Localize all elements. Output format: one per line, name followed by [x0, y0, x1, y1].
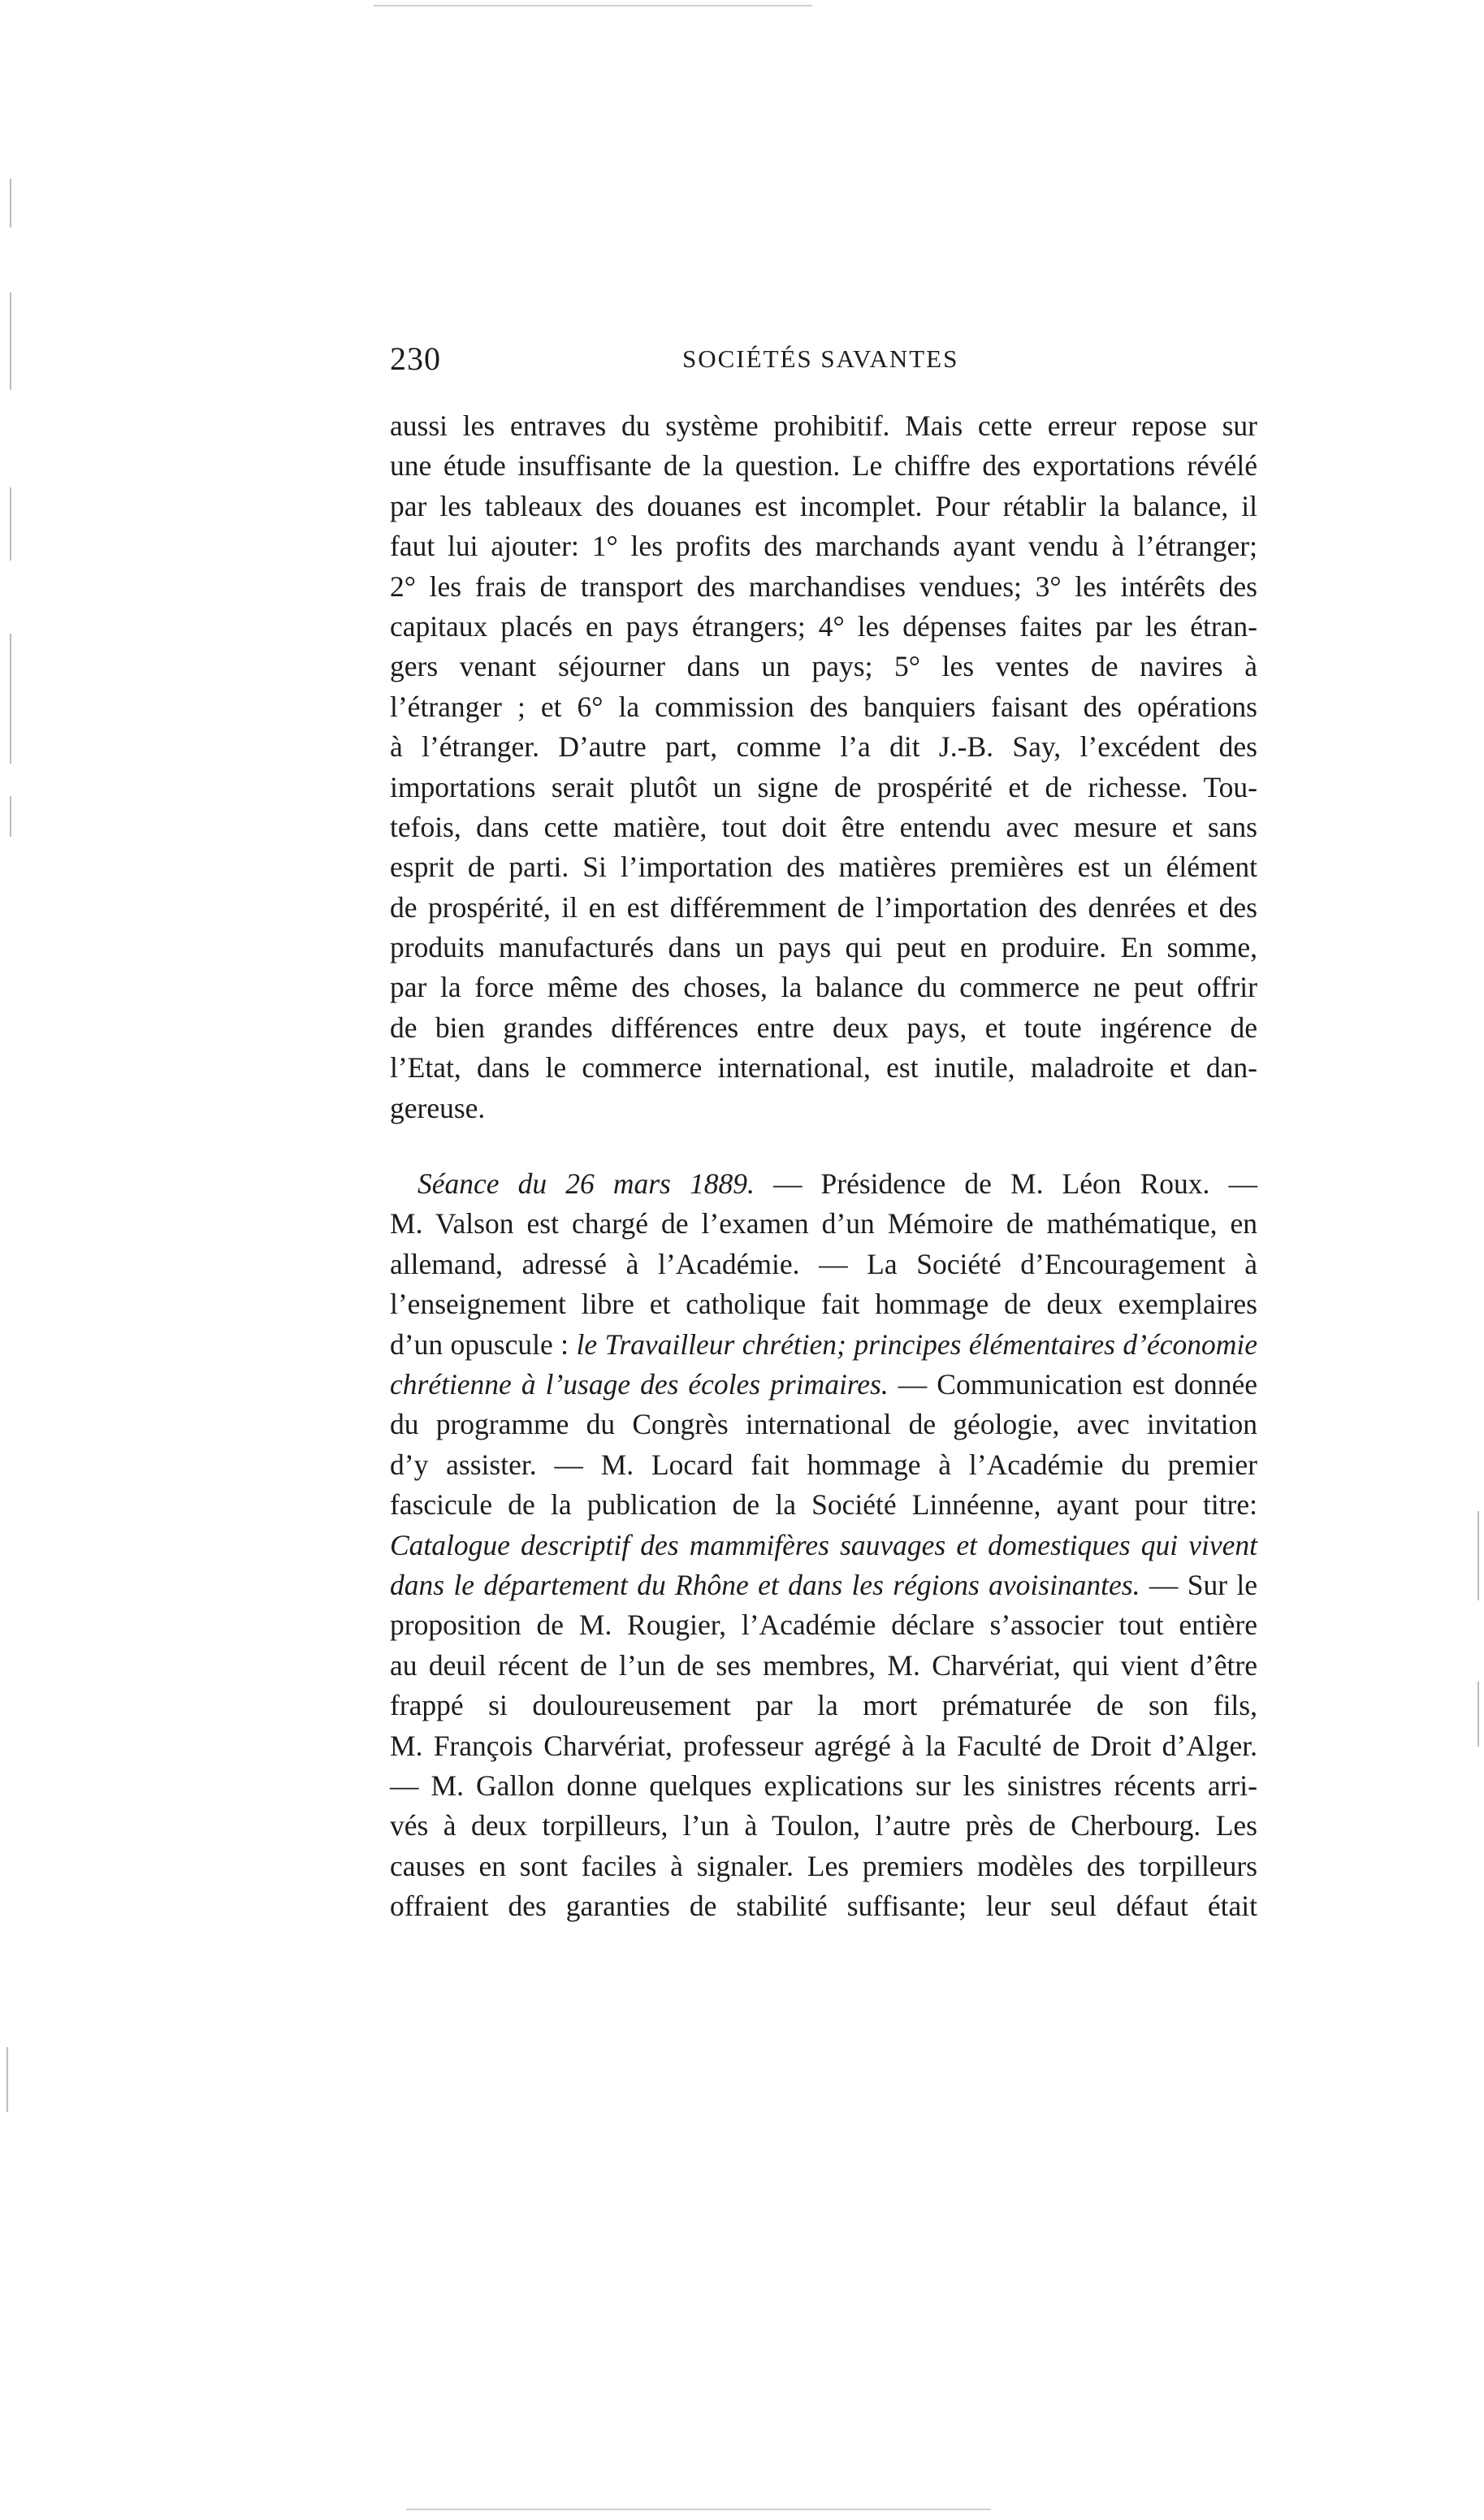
text-line: importations serait plutôt un signe de prospérité et de richesse. Tou- [390, 770, 1257, 803]
book-title: chrétienne à l’usage des écoles primaires. [390, 1367, 889, 1401]
text-line: par les tableaux des douanes est incomplet. Pour rétablir la balance, il [390, 489, 1257, 522]
text-line: causes en sont faciles à signaler. Les premiers modèles des torpilleurs [390, 1849, 1257, 1882]
text-line: une étude insuffisante de la question. Le chiffre des exportations révélé [390, 449, 1257, 483]
text-line: faut lui ajouter: 1° les profits des marchands ayant vendu à l’étranger; [390, 530, 1257, 563]
scan-edge-mark [10, 179, 11, 227]
text-line: l’enseignement libre et catholique fait hommage de deux exemplaires [390, 1288, 1257, 1321]
text-line: — M. Gallon donne quelques explications sur les sinistres récents arri- [390, 1769, 1257, 1802]
text-line: d’y assister. — M. Locard fait hommage à l’Académie du premier [390, 1448, 1257, 1481]
text-line [390, 1565, 1257, 1605]
scan-edge-mark [10, 634, 11, 764]
scan-edge-mark [1478, 1511, 1479, 1600]
paragraph-seance-26-mars-1889 [390, 1164, 1257, 1926]
text-line: gers venant séjourner dans un pays; 5° les ventes de navires à [390, 650, 1257, 683]
text-line: offraient des garanties de stabilité suffisante; leur seul défaut était [390, 1890, 1257, 1923]
running-title: SOCIÉTÉS SAVANTES [682, 344, 959, 373]
scan-edge-mark [10, 487, 11, 561]
text-fragment: d’un opuscule : [390, 1327, 577, 1361]
running-head [390, 340, 1267, 388]
text-line: M. Valson est chargé de l’examen d’un Mémoire de mathématique, en [390, 1207, 1257, 1241]
text-line: 2° les frais de transport des marchandises vendues; 3° les intérêts des [390, 569, 1257, 603]
text-line: allemand, adressé à l’Académie. — La Société d’Encouragement à [390, 1247, 1257, 1280]
session-date: Séance du 26 mars 1889. [418, 1167, 755, 1201]
text-line: aussi les entraves du système prohibitif. Mais cette erreur repose sur [390, 409, 1257, 442]
scan-edge-mark [10, 796, 11, 837]
paragraph-balance-of-trade [390, 406, 1257, 1128]
text-line [390, 1164, 1257, 1204]
text-line: l’étranger ; et 6° la commission des banquiers faisant des opérations [390, 690, 1257, 723]
scan-top-rule [374, 5, 812, 6]
scan-edge-mark [1478, 1682, 1479, 1747]
catalogue-title: Catalogue descriptif des mammifères sauvages et domestiques qui vivent [390, 1528, 1257, 1561]
text-line: l’Etat, dans le commerce international, est inutile, maladroite et dan- [390, 1051, 1257, 1085]
page-number: 230 [390, 340, 441, 377]
text-fragment: — Communication est donnée [888, 1367, 1257, 1401]
text-line [390, 1365, 1257, 1405]
text-line: M. François Charvériat, professeur agrégé à la Faculté de Droit d’Alger. [390, 1729, 1257, 1762]
scan-bottom-rule [406, 2509, 991, 2510]
text-line: tefois, dans cette matière, tout doit être entendu avec mesure et sans [390, 810, 1257, 843]
text-line: produits manufacturés dans un pays qui peut en produire. En somme, [390, 931, 1257, 964]
scan-edge-mark [10, 292, 11, 390]
text-line: de bien grandes différences entre deux pays, et toute ingérence de [390, 1011, 1257, 1044]
text-line: par la force même des choses, la balance du commerce ne peut offrir [390, 971, 1257, 1004]
text-line [390, 1526, 1257, 1565]
text-line: fascicule de la publication de la Société Linnéenne, ayant pour titre: [390, 1488, 1257, 1522]
session-presidency: — Présidence de M. Léon Roux. — [772, 1167, 1258, 1201]
text-line: vés à deux torpilleurs, l’un à Toulon, l’autre près de Cherbourg. Les [390, 1809, 1257, 1842]
text-line: du programme du Congrès international de géologie, avec invitation [390, 1408, 1257, 1441]
text-line: frappé si douloureusement par la mort prématurée de son fils, [390, 1689, 1257, 1722]
paragraph-gap [390, 1128, 1257, 1164]
text-line: à l’étranger. D’autre part, comme l’a dit J.-B. Say, l’excédent des [390, 730, 1257, 764]
text-line [390, 1325, 1257, 1365]
text-line: de prospérité, il en est différemment de l’importation des denrées et des [390, 890, 1257, 924]
text-line: au deuil récent de l’un de ses membres, M. Charvériat, qui vient d’être [390, 1648, 1257, 1682]
catalogue-title: dans le département du Rhône et dans les régions avoisinantes. [390, 1568, 1140, 1601]
body-text [390, 406, 1257, 1926]
text-line: gereuse. [390, 1091, 486, 1124]
text-line: proposition de M. Rougier, l’Académie déclare s’associer tout entière [390, 1609, 1257, 1642]
book-title: le Travailleur chrétien; principes élémentaires d’économie [576, 1327, 1257, 1361]
text-line: esprit de parti. Si l’importation des matières premières est un élément [390, 851, 1257, 884]
text-line: capitaux placés en pays étrangers; 4° les dépenses faites par les étran- [390, 609, 1257, 643]
scan-edge-mark [6, 2047, 8, 2112]
text-fragment: — Sur le [1140, 1568, 1257, 1601]
